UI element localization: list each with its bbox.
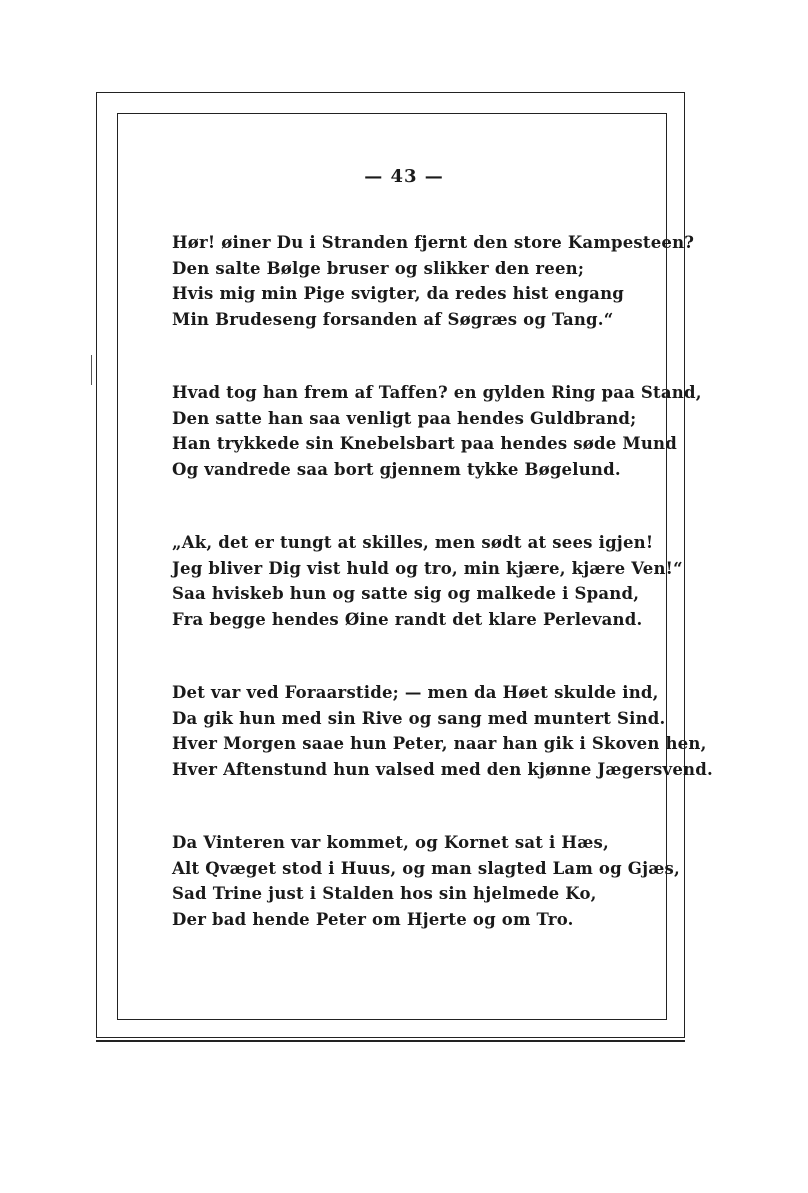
stanza-5	[172, 830, 680, 932]
outer-frame-bottom-rule	[96, 1040, 685, 1042]
verse-line: „Ak, det er tungt at skilles, men sødt at sees igjen!	[172, 533, 654, 552]
stanza-2	[172, 380, 702, 482]
verse-line: Hør! øiner Du i Stranden fjernt den store Kampesteen?	[172, 233, 695, 252]
verse-line: Alt Qvæget stod i Huus, og man slagted Lam og Gjæs,	[172, 858, 680, 878]
verse-line: Den satte han saa venligt paa hendes Guldbrand;	[172, 408, 637, 428]
verse-line: Da Vinteren var kommet, og Kornet sat i Hæs,	[172, 833, 609, 852]
verse-line: Han trykkede sin Knebelsbart paa hendes søde Mund	[172, 434, 677, 453]
verse-line: Hvad tog han frem af Taffen? en gylden Ring paa Stand,	[172, 383, 702, 402]
verse-line: Den salte Bølge bruser og slikker den reen;	[172, 258, 585, 278]
verse-line: Min Brudeseng forsanden af Søgræs og Tang.“	[172, 309, 614, 329]
verse-line: Det var ved Foraarstide; — men da Høet skulde ind,	[172, 683, 659, 702]
verse-line: Sad Trine just i Stalden hos sin hjelmede Ko,	[172, 884, 597, 903]
verse-line: Hver Aftenstund hun valsed med den kjønne Jægersvend.	[172, 759, 713, 779]
margin-mark	[91, 355, 92, 385]
verse-line: Og vandrede saa bort gjennem tykke Bøgelund.	[172, 459, 621, 479]
verse-line: Saa hviskeb hun og satte sig og malkede i Spand,	[172, 584, 640, 603]
stanza-4	[172, 680, 713, 782]
verse-line: Jeg bliver Dig vist huld og tro, min kjære, kjære Ven!“	[172, 558, 683, 578]
page-number: — 43 —	[364, 166, 444, 187]
verse-line: Da gik hun med sin Rive og sang med muntert Sind.	[172, 708, 666, 728]
verse-line: Fra begge hendes Øine randt det klare Perlevand.	[172, 609, 643, 629]
stanza-1	[172, 230, 695, 332]
verse-line: Hvis mig min Pige svigter, da redes hist engang	[172, 284, 624, 303]
verse-line: Hver Morgen saae hun Peter, naar han gik i Skoven hen,	[172, 734, 707, 753]
stanza-3	[172, 530, 683, 632]
verse-line: Der bad hende Peter om Hjerte og om Tro.	[172, 909, 574, 929]
